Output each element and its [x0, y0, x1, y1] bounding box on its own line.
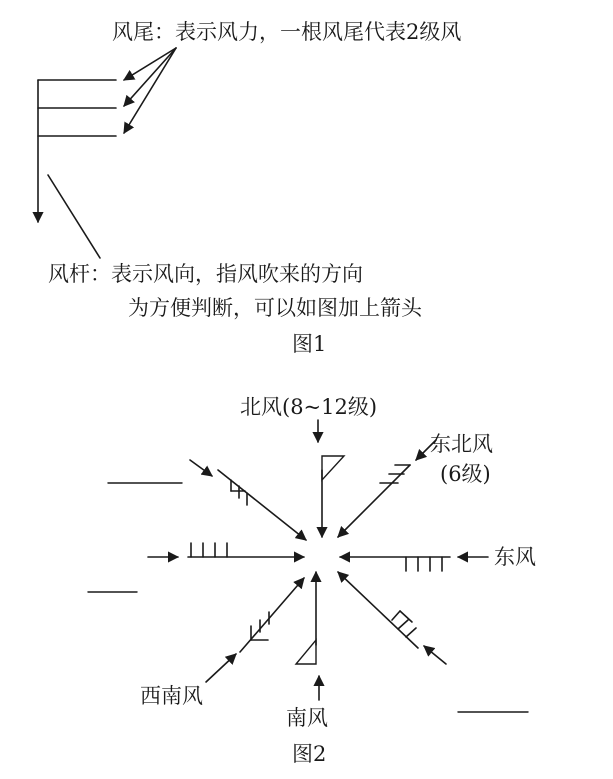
- east-wind-barb: [340, 557, 450, 571]
- southwest-wind-label: 西南风: [140, 684, 203, 708]
- north-wind-label: 北风(8~12级): [240, 395, 378, 419]
- northeast-wind-barb: [338, 465, 410, 537]
- figure1-wind-barb: [38, 80, 116, 222]
- south-wind-barb: [296, 572, 316, 664]
- southwest-wind-barb: [240, 578, 304, 652]
- northeast-wind-level: (6级): [440, 462, 491, 486]
- east-wind-label: 东风: [494, 545, 536, 569]
- figure2-caption: 图2: [292, 742, 327, 766]
- figure1-caption: 图1: [292, 332, 327, 356]
- west-wind-barb: [188, 543, 304, 557]
- wind-shaft-note: 风杆：表示风向，指风吹来的方向: [48, 262, 363, 286]
- shaft-pointer-line: [48, 175, 100, 258]
- south-wind-label: 南风: [286, 706, 328, 730]
- southeast-pointer-arrow: [424, 646, 446, 664]
- north-wind-barb: [322, 456, 344, 537]
- wind-tail-note: 风尾：表示风力，一根风尾代表2级风: [112, 20, 462, 44]
- southeast-wind-barb: [338, 572, 418, 648]
- northwest-wind-barb: [218, 470, 306, 540]
- southwest-pointer-arrow: [206, 654, 236, 682]
- tail-pointer-arrows: [124, 48, 176, 133]
- wind-shaft-note-continued: 为方便判断，可以如图加上箭头: [128, 296, 422, 320]
- northeast-wind-label: 东北风: [430, 432, 493, 456]
- northwest-pointer-arrow: [190, 460, 212, 476]
